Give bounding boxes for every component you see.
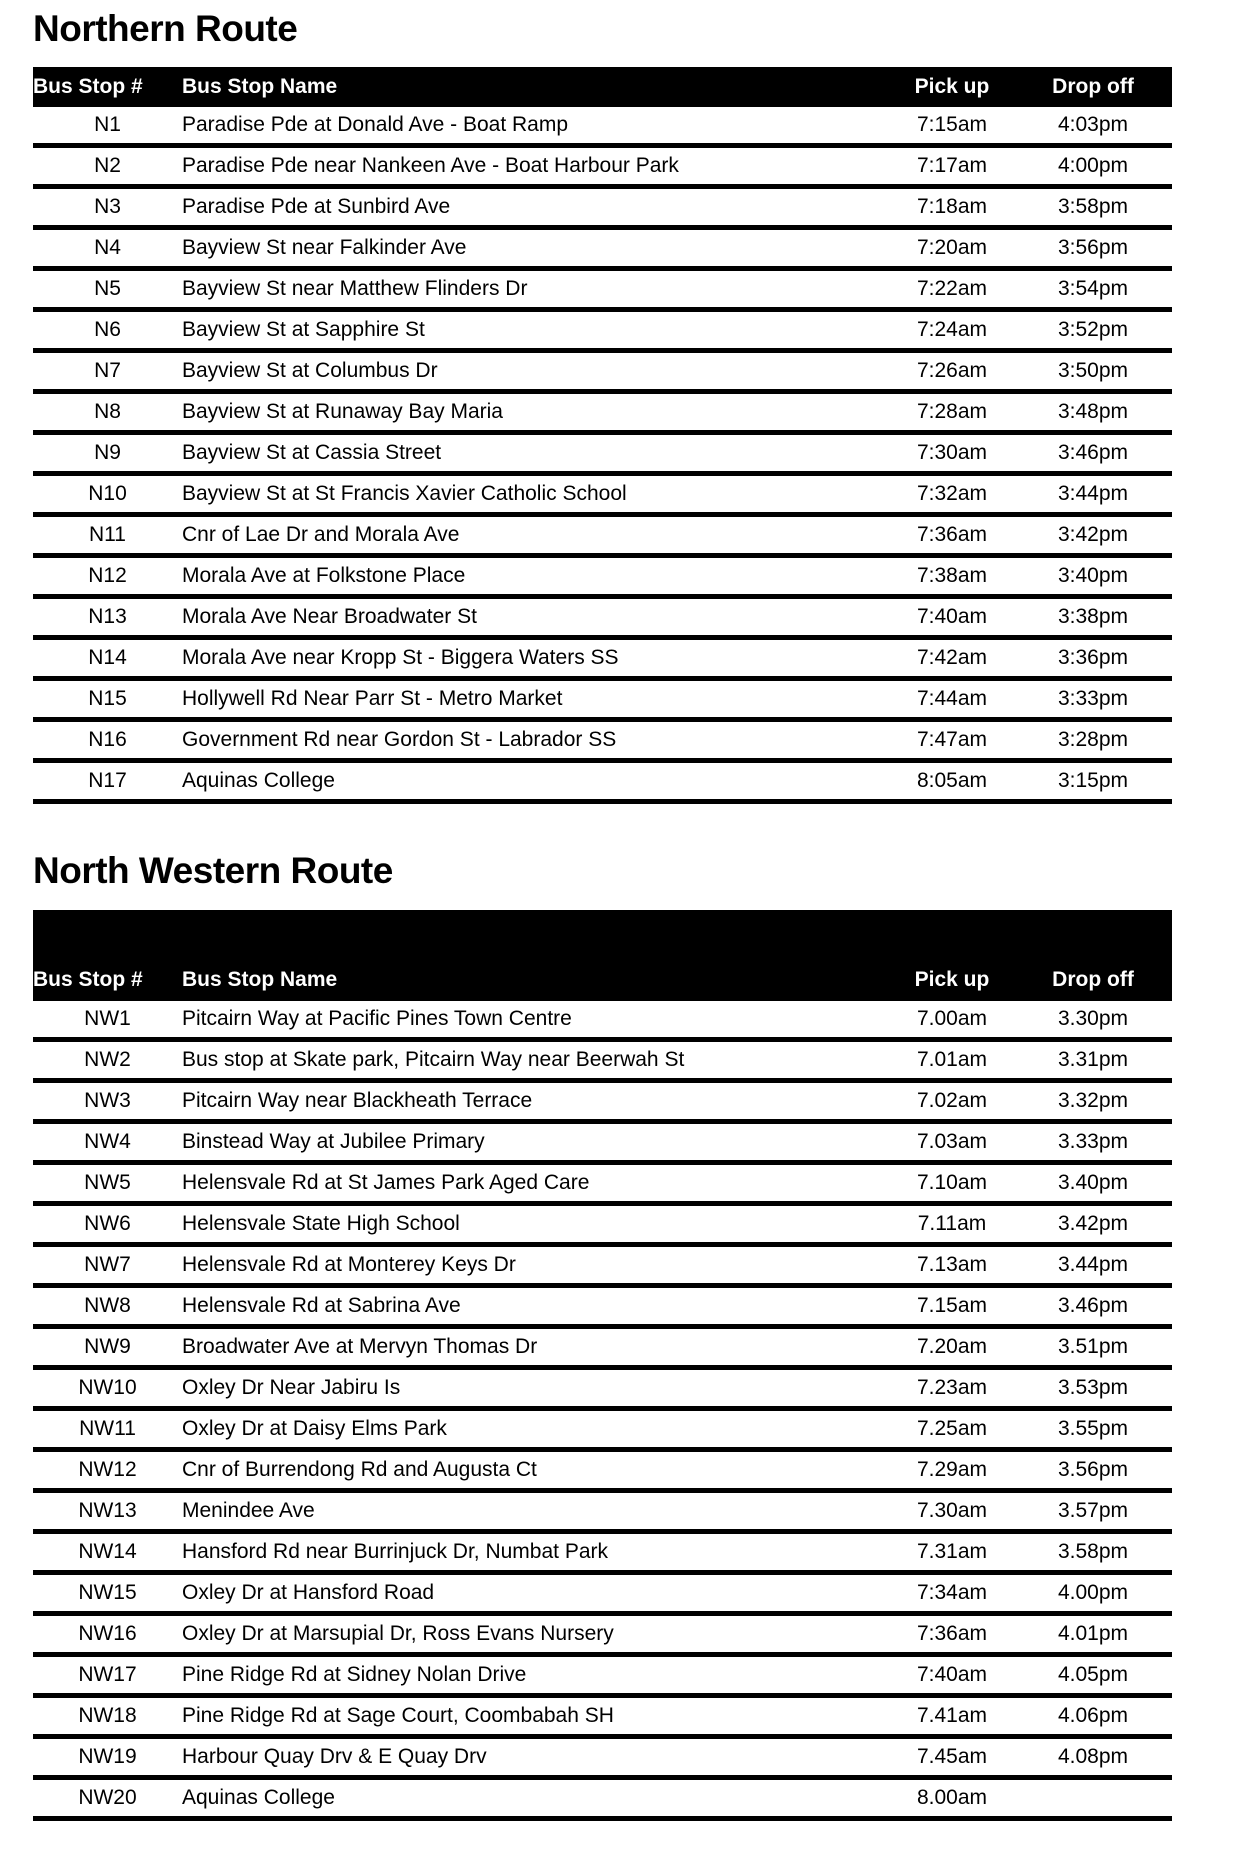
- table-row: [33, 679, 1172, 720]
- bus-stop-name: Bayview St at Cassia Street: [182, 433, 890, 474]
- drop-off-time: 3.40pm: [1014, 1162, 1172, 1203]
- bus-stop-name: Broadwater Ave at Mervyn Thomas Dr: [182, 1326, 890, 1367]
- pick-up-time: 7.01am: [890, 1039, 1014, 1080]
- drop-off-time: 3.56pm: [1014, 1449, 1172, 1490]
- table-row: [33, 310, 1172, 351]
- bus-stop-number: N17: [33, 761, 182, 802]
- bus-stop-number: N1: [33, 107, 182, 146]
- pick-up-time: 7.31am: [890, 1531, 1014, 1572]
- pick-up-time: 7.30am: [890, 1490, 1014, 1531]
- drop-off-time: 3:33pm: [1014, 679, 1172, 720]
- pick-up-time: 8.00am: [890, 1777, 1014, 1818]
- bus-stop-number: N16: [33, 720, 182, 761]
- drop-off-time: 3.57pm: [1014, 1490, 1172, 1531]
- bus-stop-name: Hollywell Rd Near Parr St - Metro Market: [182, 679, 890, 720]
- bus-stop-number: NW3: [33, 1080, 182, 1121]
- drop-off-time: 3.51pm: [1014, 1326, 1172, 1367]
- bus-stop-number: N2: [33, 146, 182, 187]
- table-row: [33, 1490, 1172, 1531]
- pick-up-time: 8:05am: [890, 761, 1014, 802]
- pick-up-time: 7.29am: [890, 1449, 1014, 1490]
- bus-stop-name: Bayview St near Falkinder Ave: [182, 228, 890, 269]
- pick-up-time: 7:38am: [890, 556, 1014, 597]
- drop-off-time: 4.08pm: [1014, 1736, 1172, 1777]
- pick-up-time: 7.13am: [890, 1244, 1014, 1285]
- table-row: [33, 1039, 1172, 1080]
- bus-stop-name: Cnr of Lae Dr and Morala Ave: [182, 515, 890, 556]
- table-row: [33, 228, 1172, 269]
- bus-stop-name: Aquinas College: [182, 761, 890, 802]
- route-title: North Western Route: [33, 850, 393, 892]
- table-row: [33, 392, 1172, 433]
- bus-stop-number: NW2: [33, 1039, 182, 1080]
- bus-stop-number: N12: [33, 556, 182, 597]
- table-row: [33, 1285, 1172, 1326]
- table-row: [33, 351, 1172, 392]
- pick-up-time: 7:30am: [890, 433, 1014, 474]
- bus-stop-name: Helensvale Rd at St James Park Aged Care: [182, 1162, 890, 1203]
- drop-off-time: 4.01pm: [1014, 1613, 1172, 1654]
- table-row: [33, 556, 1172, 597]
- bus-stop-number: NW11: [33, 1408, 182, 1449]
- bus-stop-number: N4: [33, 228, 182, 269]
- bus-stop-name: Morala Ave Near Broadwater St: [182, 597, 890, 638]
- drop-off-time: 4:03pm: [1014, 107, 1172, 146]
- bus-stop-name: Cnr of Burrendong Rd and Augusta Ct: [182, 1449, 890, 1490]
- pick-up-time: 7:20am: [890, 228, 1014, 269]
- route-section: [0, 6, 1244, 804]
- bus-stop-number: N10: [33, 474, 182, 515]
- pick-up-time: 7:15am: [890, 107, 1014, 146]
- pick-up-time: 7.25am: [890, 1408, 1014, 1449]
- col-header-pick-up: Pick up: [890, 67, 1014, 107]
- drop-off-time: 3:36pm: [1014, 638, 1172, 679]
- drop-off-time: 4.00pm: [1014, 1572, 1172, 1613]
- bus-stop-name: Oxley Dr at Hansford Road: [182, 1572, 890, 1613]
- bus-stop-number: NW6: [33, 1203, 182, 1244]
- drop-off-time: 3.58pm: [1014, 1531, 1172, 1572]
- table-row: [33, 597, 1172, 638]
- bus-stop-number: N15: [33, 679, 182, 720]
- bus-stop-name: Government Rd near Gordon St - Labrador SS: [182, 720, 890, 761]
- drop-off-time: 3:15pm: [1014, 761, 1172, 802]
- table-row: [33, 146, 1172, 187]
- table-row: [33, 1203, 1172, 1244]
- table-row: [33, 1613, 1172, 1654]
- table-header-row: [33, 910, 1172, 1001]
- bus-stop-number: NW13: [33, 1490, 182, 1531]
- table-row: [33, 1244, 1172, 1285]
- pick-up-time: 7:18am: [890, 187, 1014, 228]
- drop-off-time: 3:46pm: [1014, 433, 1172, 474]
- bus-stop-number: NW15: [33, 1572, 182, 1613]
- bus-stop-name: Bus stop at Skate park, Pitcairn Way near Beerwah St: [182, 1039, 890, 1080]
- bus-stop-number: NW7: [33, 1244, 182, 1285]
- drop-off-time: [1014, 1777, 1172, 1818]
- pick-up-time: 7.45am: [890, 1736, 1014, 1777]
- bus-stop-number: NW4: [33, 1121, 182, 1162]
- drop-off-time: 3.30pm: [1014, 1001, 1172, 1040]
- drop-off-time: 3:28pm: [1014, 720, 1172, 761]
- table-row: [33, 515, 1172, 556]
- bus-stop-name: Pitcairn Way at Pacific Pines Town Centre: [182, 1001, 890, 1040]
- drop-off-time: 4.05pm: [1014, 1654, 1172, 1695]
- drop-off-time: 3:40pm: [1014, 556, 1172, 597]
- col-header-drop-off: Drop off: [1014, 67, 1172, 107]
- pick-up-time: 7:36am: [890, 515, 1014, 556]
- bus-stop-name: Helensvale State High School: [182, 1203, 890, 1244]
- bus-stop-number: NW8: [33, 1285, 182, 1326]
- table-row: [33, 1001, 1172, 1040]
- bus-stop-number: N8: [33, 392, 182, 433]
- bus-stop-name: Helensvale Rd at Sabrina Ave: [182, 1285, 890, 1326]
- bus-stop-number: N7: [33, 351, 182, 392]
- drop-off-time: 3:38pm: [1014, 597, 1172, 638]
- bus-stop-name: Bayview St at Columbus Dr: [182, 351, 890, 392]
- bus-stop-name: Binstead Way at Jubilee Primary: [182, 1121, 890, 1162]
- pick-up-time: 7:26am: [890, 351, 1014, 392]
- pick-up-time: 7:17am: [890, 146, 1014, 187]
- pick-up-time: 7:42am: [890, 638, 1014, 679]
- bus-stop-name: Bayview St at Runaway Bay Maria: [182, 392, 890, 433]
- drop-off-time: 3:50pm: [1014, 351, 1172, 392]
- bus-stop-number: N11: [33, 515, 182, 556]
- col-header-pick-up: Pick up: [890, 910, 1014, 1001]
- pick-up-time: 7.20am: [890, 1326, 1014, 1367]
- bus-stop-number: N14: [33, 638, 182, 679]
- drop-off-time: 3:52pm: [1014, 310, 1172, 351]
- table-row: [33, 1121, 1172, 1162]
- pick-up-time: 7:28am: [890, 392, 1014, 433]
- table-row: [33, 269, 1172, 310]
- bus-stop-number: NW17: [33, 1654, 182, 1695]
- table-row: [33, 187, 1172, 228]
- bus-stop-name: Morala Ave at Folkstone Place: [182, 556, 890, 597]
- table-row: [33, 1695, 1172, 1736]
- bus-stop-name: Menindee Ave: [182, 1490, 890, 1531]
- pick-up-time: 7:32am: [890, 474, 1014, 515]
- bus-stop-name: Morala Ave near Kropp St - Biggera Waters SS: [182, 638, 890, 679]
- bus-stop-number: NW14: [33, 1531, 182, 1572]
- route-title: Northern Route: [33, 8, 298, 49]
- bus-stop-name: Oxley Dr at Daisy Elms Park: [182, 1408, 890, 1449]
- bus-stop-number: NW5: [33, 1162, 182, 1203]
- pick-up-time: 7.41am: [890, 1695, 1014, 1736]
- pick-up-time: 7.03am: [890, 1121, 1014, 1162]
- table-row: [33, 1408, 1172, 1449]
- bus-stop-number: NW10: [33, 1367, 182, 1408]
- bus-stop-name: Aquinas College: [182, 1777, 890, 1818]
- bus-stop-number: NW19: [33, 1736, 182, 1777]
- table-body: [33, 1001, 1172, 1819]
- drop-off-time: 3:42pm: [1014, 515, 1172, 556]
- pick-up-time: 7.10am: [890, 1162, 1014, 1203]
- table-row: [33, 1080, 1172, 1121]
- table-row: [33, 107, 1172, 146]
- table-row: [33, 1654, 1172, 1695]
- bus-stop-name: Helensvale Rd at Monterey Keys Dr: [182, 1244, 890, 1285]
- table-row: [33, 1531, 1172, 1572]
- col-header-drop-off: Drop off: [1014, 910, 1172, 1001]
- bus-stop-number: NW18: [33, 1695, 182, 1736]
- drop-off-time: 3:44pm: [1014, 474, 1172, 515]
- bus-stop-number: N3: [33, 187, 182, 228]
- pick-up-time: 7:47am: [890, 720, 1014, 761]
- table-body: [33, 107, 1172, 802]
- table-row: [33, 720, 1172, 761]
- drop-off-time: 3:58pm: [1014, 187, 1172, 228]
- bus-stop-number: N13: [33, 597, 182, 638]
- bus-stop-number: N9: [33, 433, 182, 474]
- col-header-bus-stop-name: Bus Stop Name: [182, 67, 890, 107]
- drop-off-time: 3:56pm: [1014, 228, 1172, 269]
- bus-stop-name: Paradise Pde at Donald Ave - Boat Ramp: [182, 107, 890, 146]
- pick-up-time: 7.11am: [890, 1203, 1014, 1244]
- bus-stop-name: Oxley Dr at Marsupial Dr, Ross Evans Nursery: [182, 1613, 890, 1654]
- pick-up-time: 7:44am: [890, 679, 1014, 720]
- pick-up-time: 7:40am: [890, 1654, 1014, 1695]
- bus-stop-number: N5: [33, 269, 182, 310]
- pick-up-time: 7:36am: [890, 1613, 1014, 1654]
- route-section: [0, 848, 1244, 1820]
- drop-off-time: 3.55pm: [1014, 1408, 1172, 1449]
- bus-stop-number: NW16: [33, 1613, 182, 1654]
- col-header-bus-stop-number: Bus Stop #: [33, 910, 182, 1001]
- bus-stop-number: NW1: [33, 1001, 182, 1040]
- table-row: [33, 1449, 1172, 1490]
- drop-off-time: 3.53pm: [1014, 1367, 1172, 1408]
- table-row: [33, 1572, 1172, 1613]
- bus-stop-name: Harbour Quay Drv & E Quay Drv: [182, 1736, 890, 1777]
- drop-off-time: 3:54pm: [1014, 269, 1172, 310]
- bus-stop-number: N6: [33, 310, 182, 351]
- route-table: [33, 67, 1172, 804]
- pick-up-time: 7:40am: [890, 597, 1014, 638]
- table-row: [33, 1736, 1172, 1777]
- table-row: [33, 1162, 1172, 1203]
- bus-stop-name: Pine Ridge Rd at Sage Court, Coombabah SH: [182, 1695, 890, 1736]
- bus-stop-name: Hansford Rd near Burrinjuck Dr, Numbat Park: [182, 1531, 890, 1572]
- bus-stop-name: Bayview St near Matthew Flinders Dr: [182, 269, 890, 310]
- route-table: [33, 910, 1172, 1821]
- pick-up-time: 7.15am: [890, 1285, 1014, 1326]
- pick-up-time: 7:24am: [890, 310, 1014, 351]
- col-header-bus-stop-name: Bus Stop Name: [182, 910, 890, 1001]
- drop-off-time: 3.32pm: [1014, 1080, 1172, 1121]
- bus-stop-name: Bayview St at St Francis Xavier Catholic School: [182, 474, 890, 515]
- bus-stop-number: NW20: [33, 1777, 182, 1818]
- table-row: [33, 1367, 1172, 1408]
- drop-off-time: 4.06pm: [1014, 1695, 1172, 1736]
- bus-stop-name: Paradise Pde near Nankeen Ave - Boat Harbour Park: [182, 146, 890, 187]
- drop-off-time: 3.31pm: [1014, 1039, 1172, 1080]
- pick-up-time: 7.23am: [890, 1367, 1014, 1408]
- bus-stop-name: Paradise Pde at Sunbird Ave: [182, 187, 890, 228]
- drop-off-time: 4:00pm: [1014, 146, 1172, 187]
- table-row: [33, 1326, 1172, 1367]
- table-header-row: [33, 67, 1172, 107]
- pick-up-time: 7:22am: [890, 269, 1014, 310]
- drop-off-time: 3.33pm: [1014, 1121, 1172, 1162]
- pick-up-time: 7.00am: [890, 1001, 1014, 1040]
- drop-off-time: 3.42pm: [1014, 1203, 1172, 1244]
- bus-stop-number: NW9: [33, 1326, 182, 1367]
- bus-stop-number: NW12: [33, 1449, 182, 1490]
- drop-off-time: 3:48pm: [1014, 392, 1172, 433]
- pick-up-time: 7:34am: [890, 1572, 1014, 1613]
- table-row: [33, 638, 1172, 679]
- table-row: [33, 474, 1172, 515]
- col-header-bus-stop-number: Bus Stop #: [33, 67, 182, 107]
- bus-stop-name: Oxley Dr Near Jabiru Is: [182, 1367, 890, 1408]
- pick-up-time: 7.02am: [890, 1080, 1014, 1121]
- table-row: [33, 1777, 1172, 1818]
- bus-stop-name: Pine Ridge Rd at Sidney Nolan Drive: [182, 1654, 890, 1695]
- drop-off-time: 3.44pm: [1014, 1244, 1172, 1285]
- drop-off-time: 3.46pm: [1014, 1285, 1172, 1326]
- table-row: [33, 433, 1172, 474]
- table-row: [33, 761, 1172, 802]
- bus-stop-name: Bayview St at Sapphire St: [182, 310, 890, 351]
- bus-stop-name: Pitcairn Way near Blackheath Terrace: [182, 1080, 890, 1121]
